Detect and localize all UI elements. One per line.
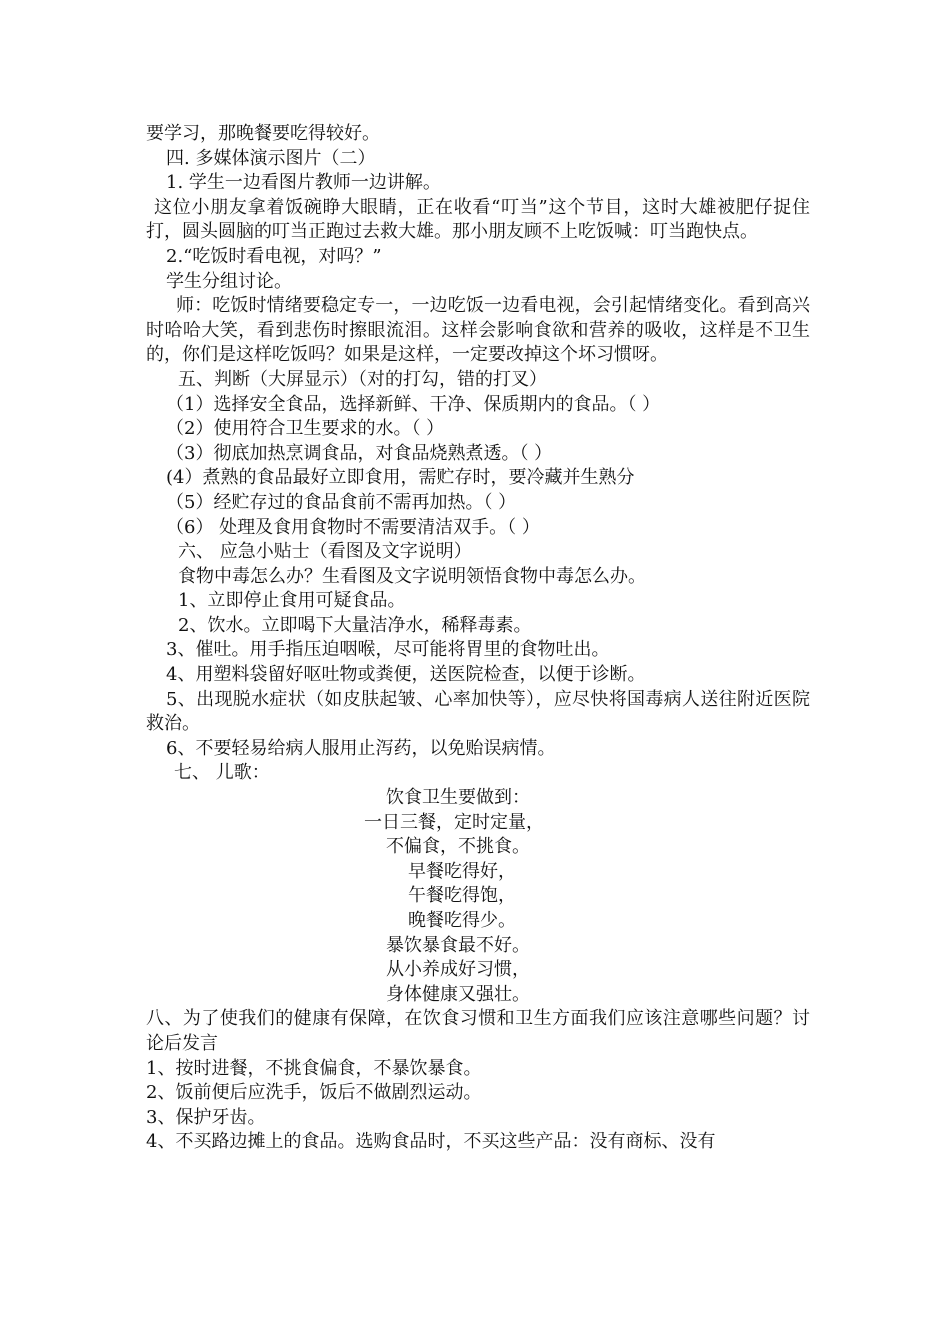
poem-line: 早餐吃得好，	[408, 860, 516, 882]
text-line: 七、 儿歌：	[174, 762, 270, 784]
poem-line: 饮食卫生要做到：	[386, 787, 530, 809]
poem-line: 不偏食，不挑食。	[386, 836, 530, 858]
text-line: 3、催吐。用手指压迫咽喉，尽可能将胃里的食物吐出。	[166, 639, 610, 661]
text-line: 1、按时进餐，不挑食偏食，不暴饮暴食。	[146, 1057, 482, 1079]
text-line: 1. 学生一边看图片教师一边讲解。	[166, 172, 441, 194]
text-line: 四. 多媒体演示图片（二）	[166, 147, 376, 169]
text-line: 要学习，那晚餐要吃得较好。	[146, 123, 380, 144]
text-line: 食物中毒怎么办？生看图及文字说明领悟食物中毒怎么办。	[178, 565, 646, 587]
poem-line: 晚餐吃得少。	[408, 910, 516, 931]
poem-line: 午餐吃得饱，	[408, 885, 516, 907]
paragraph: 5、出现脱水症状（如皮肤起皱、心率加快等），应尽快将国毒病人送往附近医院救治。	[146, 688, 810, 735]
text-line: 五、判断（大屏显示）（对的打勾，错的打叉）	[178, 368, 547, 390]
text-line: 2、饭前便后应洗手，饭后不做剧烈运动。	[146, 1082, 482, 1104]
text-line: 2.“吃饭时看电视，对吗？”	[166, 245, 382, 267]
paragraph: 八、为了使我们的健康有保障，在饮食习惯和卫生方面我们应该注意哪些问题？讨论后发言	[146, 1008, 810, 1054]
text-line: 1、立即停止食用可疑食品。	[178, 590, 406, 612]
text-line: 六、 应急小贴士（看图及文字说明）	[178, 541, 472, 563]
text-line: 6、不要轻易给病人服用止泻药，以免贻误病情。	[166, 737, 556, 759]
document-page	[146, 122, 810, 1155]
poem-line: 一日三餐，定时定量，	[364, 811, 544, 833]
poem-line: 从小养成好习惯，	[386, 959, 530, 981]
text-line: 4、不买路边摊上的食品。选购食品时，不买这些产品：没有商标、没有	[146, 1131, 716, 1153]
text-line: 2、饮水。立即喝下大量洁净水，稀释毒素。	[178, 614, 532, 636]
text-line: (4）煮熟的食品最好立即食用，需贮存时，要冷藏并生熟分	[166, 467, 635, 489]
text-line: 4、用塑料袋留好呕吐物或粪便，送医院检查，以便于诊断。	[166, 664, 646, 686]
text-line: （2）使用符合卫生要求的水。（ ）	[166, 418, 445, 440]
text-line: （6） 处理及食用食物时不需要清洁双手。（ ）	[166, 516, 540, 538]
text-line: （1）选择安全食品，选择新鲜、干净、保质期内的食品。（ ）	[166, 393, 661, 415]
text-line: （3）彻底加热烹调食品，对食品烧熟煮透。（ ）	[166, 442, 553, 464]
poem-line: 暴饮暴食最不好。	[386, 934, 530, 956]
poem-line: 身体健康又强壮。	[386, 983, 530, 1005]
text-line: （5）经贮存过的食品食前不需再加热。（ ）	[166, 491, 517, 513]
text-line: 学生分组讨论。	[166, 270, 292, 292]
paragraph: 师：吃饭时情绪要稳定专一，一边吃饭一边看电视，会引起情绪变化。看到高兴时哈哈大笑，看到悲伤时擦眼流泪。这样会影响食欲和营养的吸收，这样是不卫生的，你们是这样吃饭吗？如果是这样，一定要改掉这个坏习惯呀。	[146, 295, 810, 366]
paragraph: 这位小朋友拿着饭碗睁大眼睛，正在收看“叮当”这个节目，这时大雄被肥仔捉住打，圆头圆脑的叮当正跑过去救大雄。那小朋友顾不上吃饭喊：叮当跑快点。	[146, 196, 810, 243]
text-line: 3、保护牙齿。	[146, 1106, 266, 1128]
